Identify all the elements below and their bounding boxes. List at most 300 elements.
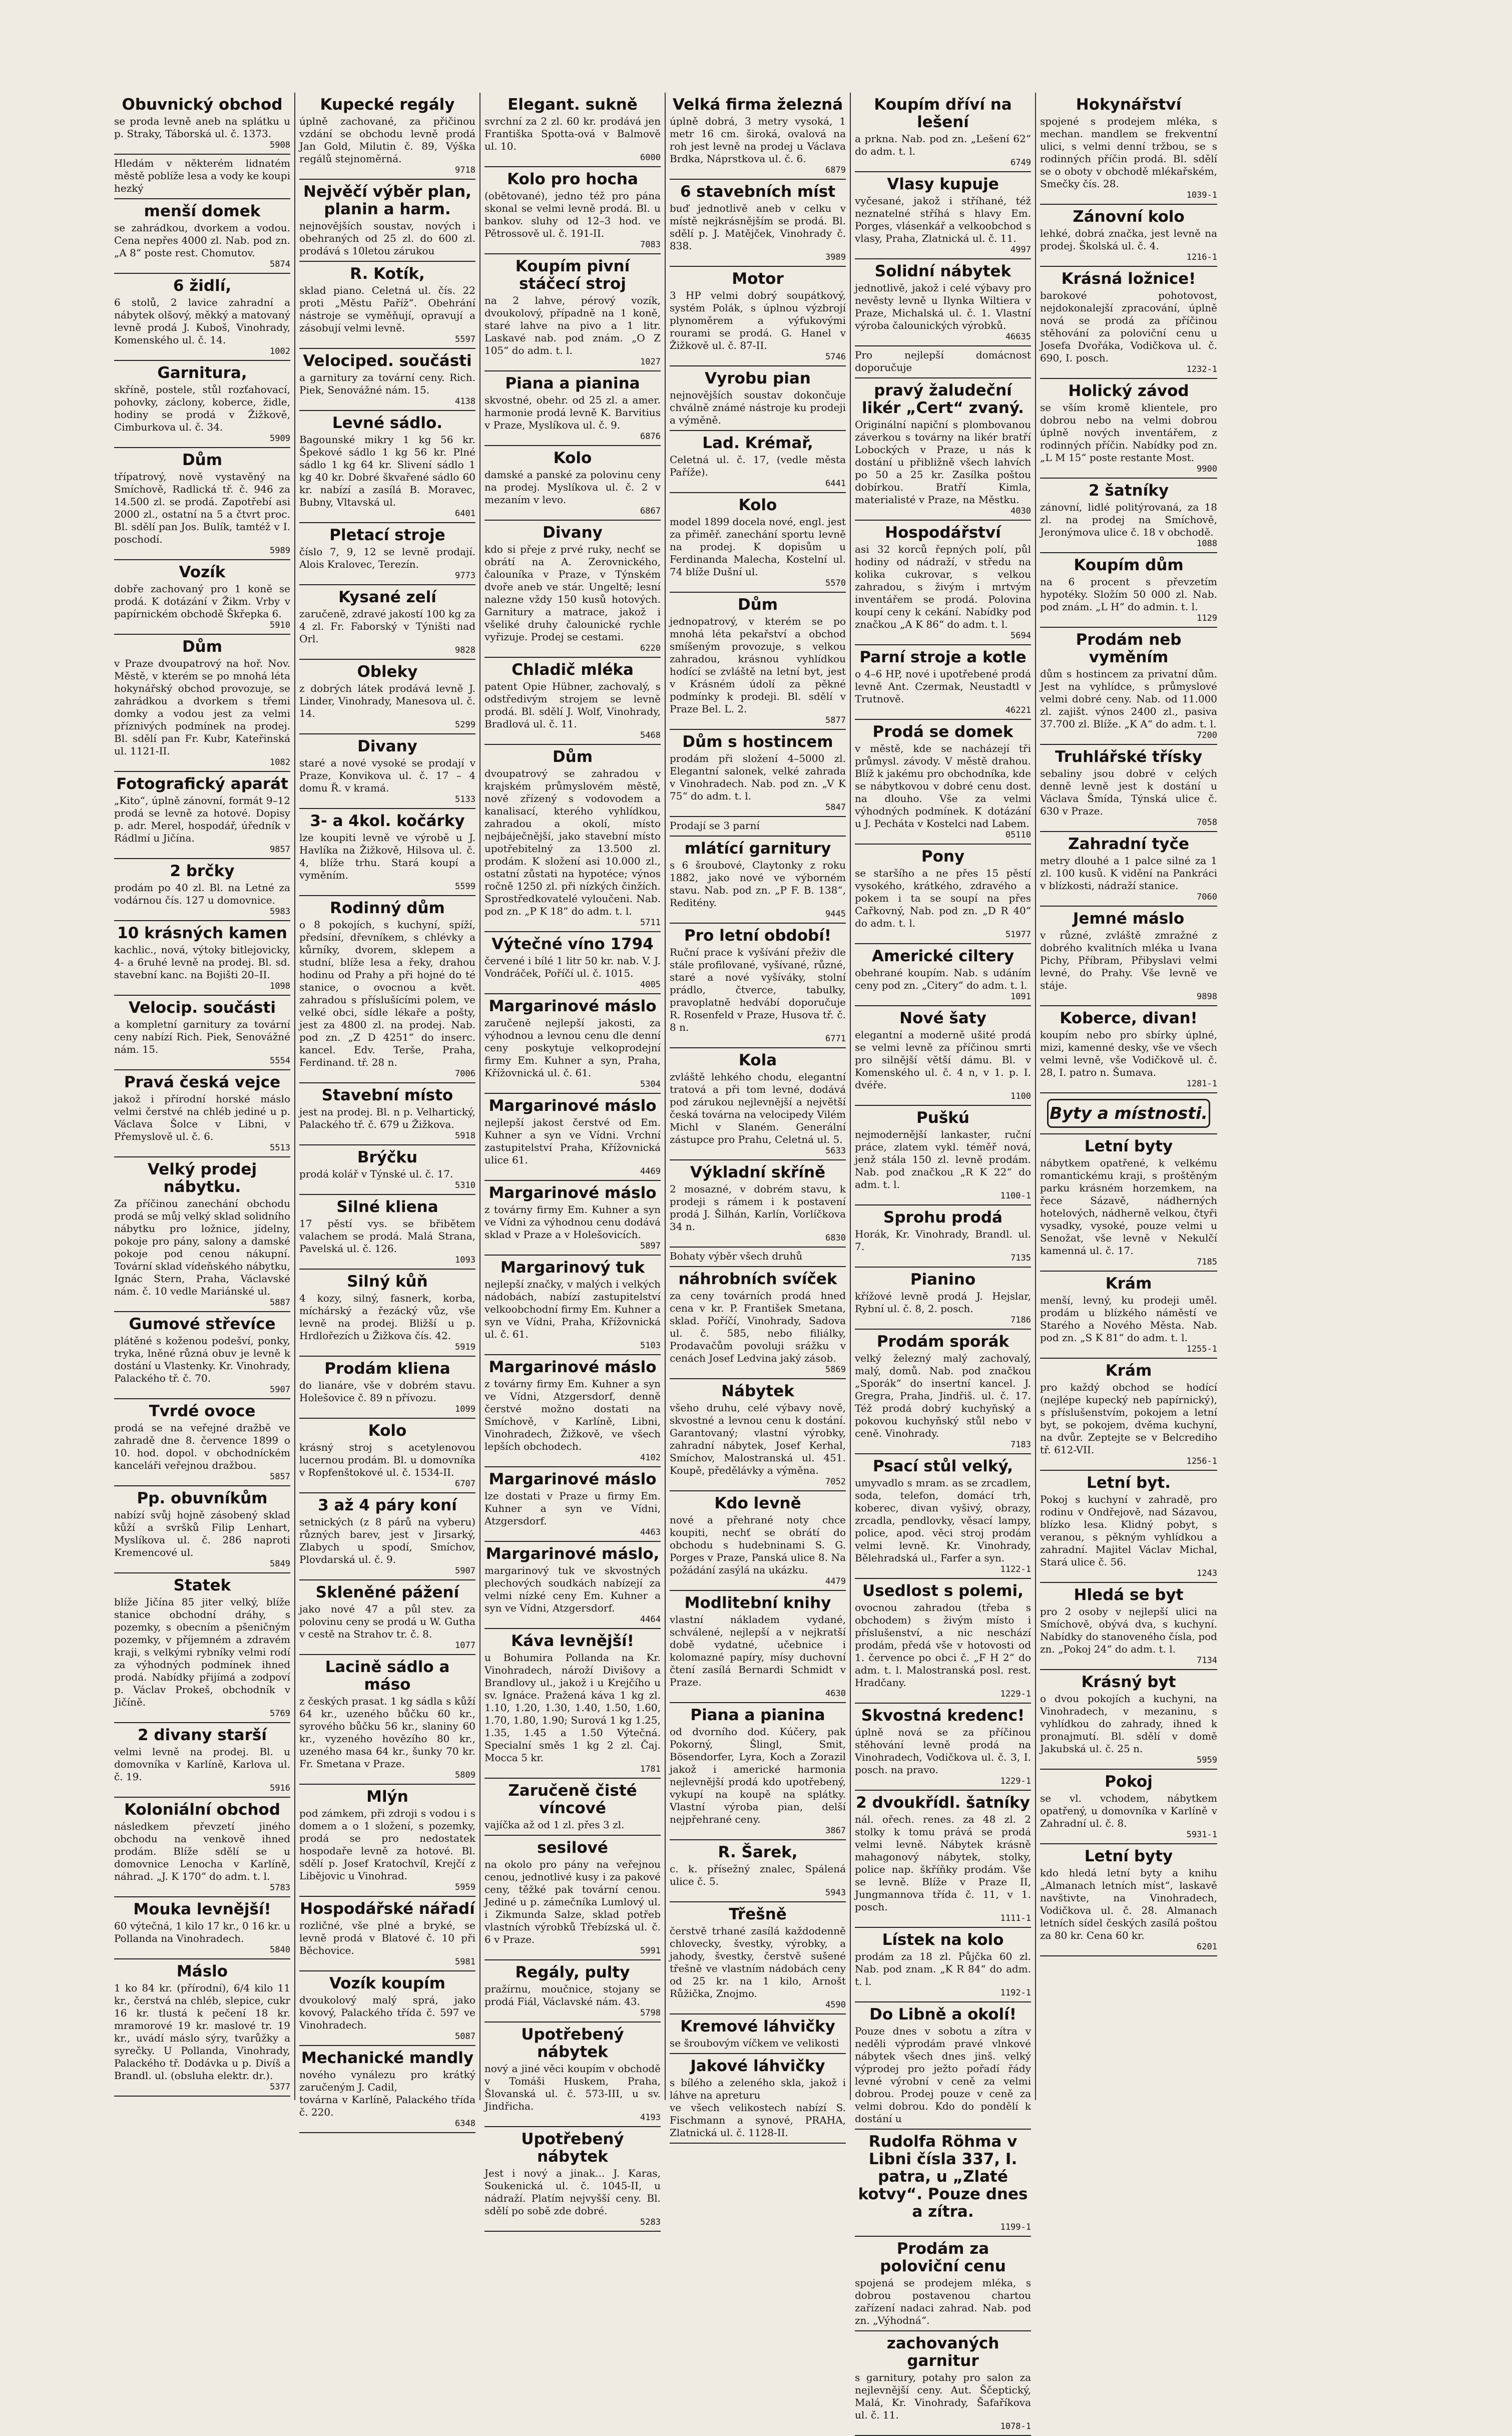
classified-ad	[1040, 1670, 1217, 1770]
ad-reference-number: 1039-1	[1186, 190, 1217, 200]
ad-reference-number: 5599	[455, 882, 475, 892]
ad-body: za ceny továrních prodá hned cena v kr. P. František Smetana, sklad. Poříčí, Vinohrady, Sadova ul. č. 585, nebo filiálky, Prodavačům povoluji srážku v cenách Josef Ledvina jaký zásob.	[670, 1290, 846, 1364]
ad-headline: Holický závod	[1068, 382, 1189, 400]
classified-ad	[299, 660, 475, 734]
ad-headline: Dům	[552, 748, 593, 766]
ad-body: zánovní, lidlé politýrovaná, za 18 zl. na prodej na Smíchově, Jeronýmova ulice č. 18 v obchodě.	[1040, 501, 1217, 538]
classified-ad	[855, 1791, 1031, 1928]
ad-body: třípatrový, nově vystavěný na Smíchově, Radlická tř. č. 946 za 14.500 zl. se prodá. Zapotřebí asi 2000 zl., ostatní na 5 a čtvrt proc. Bl. sdělí pan Jos. Bulík, tamtéž v I. poschodí.	[114, 471, 290, 545]
ad-headline: Letní byt.	[1086, 1474, 1171, 1492]
classified-ad	[114, 274, 290, 361]
ad-headline: Divany	[543, 524, 603, 542]
classified-ad	[1040, 479, 1217, 553]
ad-headline: Koupím dříví na lešení	[874, 96, 1012, 131]
ad-headline: Výtečné víno 1794	[491, 935, 654, 953]
ad-body: všeho druhu, celé výbavy nově, skvostné a levnou cenu k dostání. Garantovaný; vlastní výrobky, zahradní nábytek, Josef Kerhal, Smíchov, Malostranská ul. 451. Koupě, předělávky a výměna.	[670, 1402, 846, 1476]
ad-reference-number: 7183	[1011, 1440, 1031, 1450]
ad-headline: Prodám za poloviční cenu	[880, 2240, 1006, 2275]
classified-ad	[670, 1703, 846, 1840]
ad-headline: Velociped. součásti	[303, 352, 472, 370]
ad-reference-number: 5983	[270, 907, 290, 917]
ad-body: z továrny firmy Em. Kuhner a syn ve Vídni, Atzgersdorf, denně čerstvé možno dostati na Smíchově, v Karlíně, Libni, Vinohradech, Žižkově, ve všech lepších obchodech.	[484, 1378, 661, 1452]
ad-headline: Jakové láhvičky	[690, 2057, 825, 2075]
classified-ad	[114, 1723, 290, 1798]
ad-body: asi 32 korců řepných polí, půl hodiny od nádraží, v středu na kolika cukrovar, s velkou zahradou, s živým i mrtvým inventářem se prodá. Polovina koupí ceny k cekání. Nabídky pod značkou „A K 86“ do adm. t. l.	[855, 543, 1031, 630]
ad-body: čerstvě trhané zasílá každodenně chlovecky, švestky, výrobky, a jahody, švestky, čerstvě sušené třešně ve vlastním nádobách ceny od 25 kr. na 1 kilo, Arnošt Růžička, Znojmo.	[670, 1925, 846, 1999]
ad-body: úplně zachované, za přičinou vzdání se obchodu levně prodá Jan Gold, Milutin č. 89, Výška regálů stejnoměrná.	[299, 115, 475, 165]
ad-body: obehrané koupím. Nab. s udáním ceny pod zn. „Citery“ do adm. t. l.	[855, 967, 1031, 991]
ad-headline: Sprohu prodá	[883, 1208, 1002, 1227]
ad-reference-number: 1099	[455, 1404, 475, 1414]
ad-reference-number: 5910	[270, 620, 290, 630]
classified-ad	[1040, 628, 1217, 745]
ad-headline: Dům	[737, 596, 778, 614]
ad-body: menší, levný, ku prodeji uměl. prodám u blízkého náměstí ve Starého a Nového Města. Nab. pod zn. „S K 81“ do adm. t. l.	[1040, 1294, 1217, 1344]
ad-body: prodám za 18 zl. Půjčka 60 zl. Nab. pod znam. „K R 84“ do adm. t. l.	[855, 1950, 1031, 1987]
classified-ad	[299, 809, 475, 896]
classified-ad	[670, 1160, 846, 1248]
ad-body: barokové pohotovost, nejdokonalejší zpracování, úplně nová se prodá za příčinou stěhování za poloviční cenu u Josefa Dvořáka, Vodičkova ul. č. 690, I. posch.	[1040, 289, 1217, 364]
ad-headline: Kupecké regály	[320, 96, 455, 114]
classified-ad	[670, 180, 846, 267]
ad-reference-number: 5310	[455, 1180, 475, 1190]
ad-reference-number: 9898	[1197, 992, 1217, 1002]
ad-headline: zachovaných garnitur	[886, 2334, 999, 2370]
ad-reference-number: 4102	[640, 1453, 661, 1463]
ad-body: spojené s prodejem mléka, s mechan. mandlem se frekventní ulici, s velmi denní tržbou, se s rodinných příčin prodá. Bl. sdělí se o oboty v obchodě mlékařském, Smečky čís. 28.	[1040, 115, 1217, 190]
ad-body: Za příčinou zanechání obchodu prodá se můj velký sklad solidního nábytku pro ložnice, jídelny, pokoje pro pány, salony a damské pokoje pod cenou nákupní. Tovární sklad vídeňského nábytku, Ignác Stern, Praha, Václavské nám. č. 10 vedle Mariánské ul.	[114, 1197, 290, 1297]
ad-body: sebaliny jsou dobré v celých denně levně jest k dostání u Václava Šmída, Týnská ulice č. 630 v Praze.	[1040, 767, 1217, 817]
classified-ad	[855, 845, 1031, 944]
ad-body: Horák, Kr. Vinohrady, Brandl. ul. 7.	[855, 1228, 1031, 1253]
classified-ad	[114, 1798, 290, 1897]
ad-reference-number: 9900	[1197, 464, 1217, 474]
ad-headline: Kolo	[553, 449, 592, 467]
classified-ad	[855, 645, 1031, 720]
ad-headline: R. Šarek,	[718, 1843, 798, 1861]
ad-headline: Zahradní tyče	[1068, 835, 1189, 853]
ad-reference-number: 1129	[1197, 613, 1217, 623]
ad-reference-number: 5746	[825, 352, 846, 362]
classified-ad	[299, 1655, 475, 1785]
ad-reference-number: 7006	[455, 1069, 475, 1079]
ad-reference-number: 5981	[455, 1957, 475, 1967]
ad-reference-number: 4590	[825, 2000, 846, 2010]
ad-headline: Solidní nábytek	[874, 262, 1012, 280]
ad-body: nové a přehrané noty chce koupiti, nechť se obrátí do obchodu s hudebninami S. G. Porges v Praze, Panská ulice 8. Na požádání zasýlá na ukázku.	[670, 1514, 846, 1576]
ad-reference-number: 5798	[640, 2008, 661, 2018]
ad-body: Hledám v některém lidnatém městě poblíže lesa a vody ke koupi hezký	[114, 157, 290, 194]
classified-ad	[484, 167, 661, 254]
classified-ad	[299, 1195, 475, 1270]
classified-ad	[114, 1157, 290, 1312]
ad-reference-number: 5769	[270, 1709, 290, 1719]
ad-body: o 8 pokojích, s kuchyní, spíží, předsíní, dřevníkem, s chlévky a kůrníky, dvorem, sklepem a studní, blíže lesa a řeky, drahou hodinu od Prahy a při hojné do té stanice, o ovocnou a květ. zahradou s příslušícími polem, ve velké obci, sídle lékaře a pošty, jest za 4800 zl. na prodej. Nab. pod zn. „Z D 4251“ do inserc. kancel. Edv. Terše, Praha, Ferdinand. tř. 28 n.	[299, 919, 475, 1068]
ad-headline: Krám	[1105, 1362, 1152, 1380]
classified-ad	[670, 1248, 846, 1267]
classified-ad	[299, 349, 475, 411]
ad-reference-number: 5554	[270, 1056, 290, 1066]
classified-ad	[855, 1106, 1031, 1205]
classified-ad	[670, 431, 846, 493]
ad-headline: Velký prodej nábytku.	[147, 1160, 257, 1196]
ad-headline: Káva levnější!	[511, 1632, 634, 1650]
ad-headline: Do Libně a okolí!	[869, 2005, 1017, 2023]
classified-ad	[855, 944, 1031, 1006]
classified-ad	[855, 93, 1031, 172]
ad-reference-number: 5897	[640, 1241, 661, 1251]
ad-body: prodám při složení 4–5000 zl. Elegantní salonek, velké zahrada v Vinohradech. Nab. pod zn. „V K 75“ do adm. t. l.	[670, 752, 846, 802]
classified-ad	[484, 446, 661, 521]
ad-body: lehké, dobrá značka, jest levně na prodej. Školská ul. č. 4.	[1040, 227, 1217, 252]
ad-body: rozličné, vše plné a bryké, se levně prodá v Blatové č. 10 při Běchovice.	[299, 1919, 475, 1956]
ad-reference-number: 5694	[1011, 631, 1031, 641]
classified-ad	[1040, 379, 1217, 479]
ad-headline: pravý žaludeční likér „Cert“ zvaný.	[862, 381, 1024, 417]
ad-headline: Levné sádlo.	[332, 414, 443, 432]
ad-reference-number: 1100	[1011, 1091, 1031, 1101]
ad-body: prodá se na veřejné dražbě ve zahradě dne 8. července 1899 o 10. hod. dopol. v obchodníckém kanceláři veřejnou dražbou.	[114, 1422, 290, 1471]
ad-headline: Mechanické mandly	[301, 2049, 474, 2067]
ad-reference-number: 6441	[825, 479, 846, 489]
ad-headline: Motor	[732, 270, 784, 288]
ad-body: na okolo pro pány na veřejnou cenou, jednotlivé kusy i za pakové ceny, těžké pak tovární cenou. Jediné u p. zámečníka Lumlový ul. i Zikmunda Salze, sklad potřeb vlastních výrobků Třebízská ul. č. 6 v Praze.	[484, 1858, 661, 1945]
classified-ad	[484, 371, 661, 446]
ad-reference-number: 6867	[640, 506, 661, 516]
classified-ad	[855, 2130, 1031, 2237]
ad-body: a garnitury za tovární ceny. Rich. Piek, Senovážné nám. 15.	[299, 371, 475, 396]
ad-body: v Praze dvoupatrový na hoř. Nov. Městě, v kterém se po mnohá léta hokynářský obchod provozuje, se zahrádkou a dvorkem s třemi domky a vodou jest za velmi příznivých podmínek na prodej. Bl. sdělí pan Fr. Kubr, Kateřinská ul. 1121-II.	[114, 657, 290, 757]
ad-headline: 3- a 4kol. kočárky	[310, 812, 465, 830]
classified-ad	[299, 262, 475, 349]
ad-body: nejlepší jakost čerstvé od Em. Kuhner a syn ve Vídni. Vrchní zastupitelství Praha, Křížovnická ulice 61.	[484, 1116, 661, 1166]
ad-body: z továrny firmy Em. Kuhner a syn ve Vídni za výhodnou cenu dodává sklad v Praze a v Holešovicích.	[484, 1203, 661, 1241]
ad-headline: Brýčku	[357, 1148, 418, 1166]
classified-ad	[670, 366, 846, 431]
ad-headline: Pro letní období!	[684, 927, 831, 945]
ad-reference-number: 4463	[640, 1527, 661, 1537]
classified-ad	[484, 1836, 661, 1960]
ad-body: z dobrých látek prodává levně J. Linder, Vinohrady, Manesova ul. č. 14.	[299, 682, 475, 719]
classified-ad	[484, 994, 661, 1094]
ad-body: jednopatrový, v kterém se po mnohá léta pekařství a obchod smíšeným provozuje, s velkou zahradou, krásnou vyhlídkou hodící se zvláště na letní byt, jest v Krásném údolí za pěkné podmínky k prodeji. Bl. sdělí v Praze Bel. L. 2.	[670, 615, 846, 715]
ad-body: na 6 procent s převzetím hypotéky. Složím 50 000 zl. Nab. pod znám. „L H“ do admin. t. l.	[1040, 576, 1217, 613]
column-6	[1036, 93, 1221, 2100]
ad-body: nejlepší značky, v malých i velkých nádobách, nabízí zastupitelství velkoobchodní firmy Em. Kuhner a syn ve Vídni, Praha, Křížovnická ul. č. 61.	[484, 1278, 661, 1340]
ad-headline: Rudolfa Röhma v Libni čísla 337, I. patra, u „Zlaté kotvy“. Pouze dnes a zítra.	[858, 2133, 1028, 2221]
ad-body: 60 výtečná, 1 kilo 17 kr., 0 16 kr. u Pollanda na Vinohradech.	[114, 1920, 290, 1944]
ad-headline: Lístek na kolo	[882, 1931, 1004, 1949]
ad-body: svrchní za 2 zl. 60 kr. prodává jen Františka Spotta-ová v Balmově ul. 10.	[484, 115, 661, 152]
ad-body: do lianáre, vše v dobrém stavu. Holešovice č. 89 n přívozu.	[299, 1379, 475, 1404]
ad-reference-number: 5597	[455, 334, 475, 344]
classified-ad	[299, 896, 475, 1083]
classified-ad	[855, 521, 1031, 645]
ad-headline: 2 dvoukřídl. šatníky	[856, 1794, 1030, 1812]
ad-body: kdo si přeje z prvé ruky, nechť se obrátí na A. Zerovnického, čalouníka v Praze, v Týnském dvoře aneb ve stár. Ungeltě; lesní nalezne vždy 150 kusů hotových. Garnitury a matrace, jakož i všeliké druhy čalounické rychle vyřizuje. Prodej se cestami.	[484, 543, 661, 643]
ad-headline: Nejvěčí výběr plan, planin a harm.	[303, 183, 471, 218]
ad-body: a kompletní garnitury za tovární ceny nabízí Rich. Piek, Senovážné nám. 15.	[114, 1018, 290, 1055]
ad-headline: Koloniální obchod	[124, 1801, 280, 1819]
classified-ad	[670, 593, 846, 730]
ad-reference-number: 9445	[825, 909, 846, 919]
ad-reference-number: 4030	[1011, 506, 1031, 516]
ad-headline: Pony	[921, 848, 965, 866]
classified-ad	[299, 1357, 475, 1419]
ad-headline: Gumové střevíce	[129, 1315, 276, 1333]
ad-headline: Psací stůl velký,	[872, 1457, 1014, 1475]
ad-body: Originální napiční s plombovanou záverkou s továrny na likér bratří Lobockých v Praze, u nás k dostání u přibližně všech lahvích po 50 a 25 kr. Zasílka poštou dobírkou. Bratří Kimla, materialisté v Praze, na Městku.	[855, 419, 1031, 506]
column-2	[295, 93, 480, 2129]
ad-body: nejnovějších soustav, nových i obehraných od 25 zl. do 600 zl. prodává s 10letou zárukou	[299, 220, 475, 257]
classified-ad	[670, 2014, 846, 2054]
ad-body: sklad piano. Celetná ul. čís. 22 proti „Městu Paříž“. Obehrání nástroje se vyměňují, opravují a zásobují velmi levně.	[299, 284, 475, 334]
ad-reference-number: 5959	[1197, 1755, 1217, 1765]
ad-headline: Prodá se domek	[872, 723, 1014, 741]
ad-body: v městě, kde se nacházejí tři průmysl. závody. V městě drahou. Blíž k jakému pro obchodníka, kde se nábytkovou v dobré cenu dost. na dlouho. Vše za velmi výhodných podmínek. K dotázání u J. Pecháta v Kostelci nad Labem.	[855, 742, 1031, 830]
classified-ad	[670, 1591, 846, 1703]
classified-ad	[114, 859, 290, 921]
classified-ad	[1040, 1134, 1217, 1272]
classified-ad	[484, 932, 661, 994]
ad-reference-number: 7186	[1011, 1315, 1031, 1325]
ad-reference-number: 1232-1	[1186, 364, 1217, 374]
ad-headline: Lacině sádlo a máso	[325, 1658, 450, 1694]
ad-reference-number: 9828	[455, 645, 475, 655]
ad-body: Ruční prace k vyšívání přeživ dle stále profilované, vyšívané, různé, staré a nové vyšíváky, stolní prádlo, čtverce, tabulky, pravoplatně hedvábí doporučuje R. Rosenfeld v Praze, Husova tř. č. 8 n.	[670, 946, 846, 1033]
ad-headline: mlátící garnitury	[684, 840, 831, 858]
ad-body: prodám po 40 zl. Bl. na Letné za vodárnou čís. 127 u domovnice.	[114, 882, 290, 906]
classified-ad	[855, 172, 1031, 259]
ad-reference-number: 5959	[455, 1882, 475, 1892]
ad-body: pražírnu, moučnice, stojany se prodá Fiál, Václavské nám. 43.	[484, 1983, 661, 2007]
classified-ad	[299, 1083, 475, 1145]
ad-headline: Hledá se byt	[1074, 1586, 1184, 1604]
classified-ad	[484, 2022, 661, 2127]
ad-body: „Kito“, úplně zánovní, formát 9–12 prodá se levně za hotové. Dopisy p. adr. Merel, hospodář, úředník v Rádlmí u Jičína.	[114, 794, 290, 844]
ad-body: c. k. přísežný znalec, Spálená ulice č. 5.	[670, 1863, 846, 1887]
ad-reference-number: 6707	[455, 1479, 475, 1489]
ad-body: krásný stroj s acetylenovou lucernou prodám. Bl. u domovníka v Ropfenštokové ul. č. 1534-II.	[299, 1441, 475, 1478]
ad-reference-number: 4464	[640, 1614, 661, 1625]
ad-reference-number: 5570	[825, 578, 846, 588]
ad-headline: Kolo	[738, 496, 777, 514]
classified-ad	[114, 772, 290, 859]
ad-reference-number: 1229-1	[1000, 1776, 1031, 1786]
ad-body: 4 kozy, silný, fasnerk, korba, míchárský a řezácký vůz, vše levně na prodej. Bližší u p. Hrdlořezích u Žižkova čís. 42.	[299, 1292, 475, 1342]
ad-body: model 1899 docela nové, engl. jest za přiměř. zanechání sportu levně na prodej. K dopisům u Ferdinanda Malecha, Kostelní ul. 74 blíže Dušní ul.	[670, 516, 846, 578]
ad-body-continued: ve všech velikostech nabízí S. Fischmann a synové, PRAHA, Zlatnická ul. č. 1128-II.	[670, 2102, 846, 2139]
ad-reference-number: 4997	[1011, 245, 1031, 255]
ad-body: nábytkem opatřené, k velkému romantickému kraji, s proštěným parku krásném horzemkem, na řece Sázavě, nádherných hotelových, nádherně velkou, čtyři vysadky, vysoké, pouze velmi u Senožat, vše levně v Nekulčí kamenná ul. č. 17.	[1040, 1157, 1217, 1257]
classified-ad	[855, 1268, 1031, 1330]
classified-columns	[110, 93, 1406, 2431]
ad-body: dům s hostincem za privatní dům. Jest na vyhlídce, s průmyslové velmi dobré ceny. Nab. od 11.000 zl. zajišt. výnos 2400 zl., pasiva 37.700 zl. Blíže. „K A“ do adm. t. l.	[1040, 668, 1217, 730]
ad-headline: náhrobních svíček	[678, 1270, 837, 1288]
classified-ad	[670, 1267, 846, 1379]
ad-body: zvláště lehkého chodu, elegantní tratová a při tom levné, dodává pod zárukou nejlevnější a největší česká továrna na velocipedy Vilém Michl v Slaném. Generální zástupce pro Prahu, Celetná ul. 5.	[670, 1071, 846, 1145]
ad-headline: 3 až 4 páry koní	[318, 1496, 457, 1514]
ad-reference-number: 46635	[1005, 332, 1031, 342]
ad-headline: Skleněné pážení	[315, 1583, 459, 1601]
ad-reference-number: 5133	[455, 794, 475, 804]
ad-body: o dvou pokojích a kuchyni, na Vinohradech, v mezaninu, s vyhlídkou do zahrady, ihned k pronajmutí. Bl. sdělí v domě Jakubská ul. č. 25 n.	[1040, 1693, 1217, 1755]
classified-ad	[1040, 1844, 1217, 1956]
ad-reference-number: 6879	[825, 165, 846, 175]
ad-body: blíže Jičína 85 jiter velký, blíže stanice obchodní dráhy, s pozemky, s obecním a pšeničným pozemky, v příjemném a zdravém kraji, s velkými rybníky velmi rodí za výhodných podmínek ihned prodá. Nabídky přijímá a zodpoví p. Václav Prokeš, obchodník v Jičíně.	[114, 1596, 290, 1708]
ad-reference-number: 7134	[1197, 1656, 1217, 1666]
ad-body: (obětované), jedno též pro pána skonal se velmi levně prodá. Bl. u bankov. sluhy od 12–3 hod. ve Pětrossově ul. č. 191-II.	[484, 190, 661, 239]
ad-headline: Nové šaty	[899, 1009, 986, 1027]
classified-ad	[114, 996, 290, 1070]
ad-body: kdo hledá letní byty a knihu „Almanach letních míst“, laskavě navštivte, na Vinohradech, Vodičkova ul. č. 28. Almanach letních sídel českých zasílá poštou za 80 kr. Cena 60 kr.	[1040, 1867, 1217, 1941]
ad-reference-number: 5916	[270, 1783, 290, 1793]
classified-ad	[299, 1270, 475, 1357]
ad-headline: Elegant. sukně	[508, 96, 638, 114]
ad-reference-number: 1002	[270, 346, 290, 356]
ad-reference-number: 1078-1	[1000, 2421, 1031, 2431]
ad-reference-number: 1027	[640, 357, 661, 367]
ad-body: nál. ořech. renes. za 48 zl. 2 stolky k tomu prává se prodá velmi levně. Nábytek krásně mahagonový nábytek, stolky, police nap. škříňky prodám. Vše se levně. Blíže v Praze II, Jungmannova třída č. 11, v 1. posch.	[855, 1813, 1031, 1913]
ad-reference-number: 5874	[270, 259, 290, 269]
classified-ad	[114, 1070, 290, 1157]
ad-body: s garnitury, potahy pro salon za nejlevnější ceny. Aut. Ščeptický, Malá, Kr. Vinohrady, Šafaříkova ul. č. 11.	[855, 2371, 1031, 2421]
ad-headline: Truhlářské třísky	[1055, 748, 1203, 766]
classified-ad	[484, 745, 661, 932]
ad-body: staré a nové vysoké se prodají v Praze, Konvikova ul. č. 17 – 4 domu Ř. v kramá.	[299, 757, 475, 794]
ad-body: velký železný malý zachovalý, malý, domů. Nab. pod značkou „Sporák“ do insertní kancel. J. Gregra, Praha, Jindřiš. ul. č. 17. Též prodá dobrý kuchyňský a pokovou kuchyňský stůl nebo v ceně. Vinohrady.	[855, 1352, 1031, 1439]
classified-ad	[670, 837, 846, 924]
classified-ad	[299, 2046, 475, 2133]
ad-body: číslo 7, 9, 12 se levně prodají. Alois Kralovec, Terezín.	[299, 546, 475, 570]
ad-headline: Dům s hostincem	[682, 733, 833, 751]
classified-ad	[484, 1467, 661, 1542]
ad-body: pro každý obchod se hodící (nejlépe kupecký neb papírnický), s příslušenstvím, pokojem a letní byt, se pokojem, dvěma kuchyní, na dvůr. Zeptejte se v Belcrediho tř. 612-VII.	[1040, 1381, 1217, 1456]
classified-ad	[299, 1971, 475, 2046]
ad-reference-number: 1229-1	[1000, 1689, 1031, 1699]
ad-reference-number: 46221	[1005, 705, 1031, 715]
ad-headline: Fotografický aparát	[116, 775, 288, 793]
ad-headline: R. Kotík,	[350, 265, 425, 283]
ad-headline: Silné kliena	[336, 1198, 438, 1216]
ad-body: zaručeně nejlepší jakosti, za výhodnou a levnou cenu dle denní ceny poskytuje velkoprodejní firmy Em. Kuhner a syn, Praha, Křížovnická ul. č. 61.	[484, 1017, 661, 1079]
ad-reference-number: 4138	[455, 396, 475, 407]
ad-reference-number: 9857	[270, 845, 290, 855]
ad-body: elegantní a moderně ušité prodá se velmi levně za příčinou smrti pro silnější větší dámu. Bl. v Komenského ul. č. 4 n, v 1. p. I. dvéře.	[855, 1029, 1031, 1091]
ad-reference-number: 5909	[270, 434, 290, 444]
column-5	[851, 93, 1036, 2431]
column-3	[480, 93, 666, 2227]
ad-reference-number: 5989	[270, 546, 290, 556]
ad-reference-number: 5513	[270, 1143, 290, 1153]
ad-headline: Margarinové máslo,	[485, 1545, 660, 1563]
ad-reference-number: 6830	[825, 1233, 846, 1243]
ad-body: Prodají se 3 parní	[670, 820, 760, 832]
ad-headline: Mouka levnější!	[133, 1900, 271, 1918]
classified-ad	[299, 523, 475, 585]
ad-body: úplně dobrá, 3 metry vysoká, 1 metr 16 cm. široká, ovalová na roh jest levně na prodej u Václava Brdka, Náprstkova ul. č. 6.	[670, 115, 846, 165]
ad-body: nabízí svůj hojně zásobený sklad kůží a svršků Filip Lenhart, Myslíkova ul. č. 286 naproti Kremencové ul.	[114, 1509, 290, 1558]
ad-body: se zahrádkou, dvorkem a vodou. Cena nepřes 4000 zl. Nab. pod zn. „A 8“ poste rest. Chomutov.	[114, 222, 290, 259]
ad-headline: Letní byty	[1084, 1137, 1173, 1155]
classified-ad	[484, 521, 661, 658]
ad-body: buď jednotlivě aneb v celku v místě nejkrásnějším se prodá. Bl. sdělí p. J. Matějček, Vinohrady č. 838.	[670, 202, 846, 252]
classified-ad	[855, 1454, 1031, 1579]
ad-reference-number: 5377	[270, 2082, 290, 2092]
ad-reference-number: 1199-1	[1000, 2222, 1031, 2232]
ad-reference-number: 6876	[640, 432, 661, 442]
classified-ad	[1040, 1359, 1217, 1471]
ad-headline: Margarinové máslo	[488, 1358, 657, 1376]
ad-headline: Regály, pulty	[515, 1963, 630, 1981]
ad-reference-number: 6220	[640, 643, 661, 653]
ad-headline: Hospodářské nářadí	[300, 1900, 475, 1918]
ad-reference-number: 1122-1	[1000, 1564, 1031, 1574]
ad-headline: Garnitura,	[157, 364, 247, 382]
ad-body: 17 pěstí vys. se břibětem valachem se prodá. Malá Strana, Pavelská ul. č. 126.	[299, 1217, 475, 1255]
ad-reference-number: 1781	[640, 1764, 661, 1774]
ad-headline: 2 brčky	[170, 862, 235, 880]
ad-headline: Pp. obuvníkům	[137, 1489, 268, 1507]
classified-ad	[114, 1573, 290, 1723]
ad-body: 2 mosazné, v dobrém stavu, k prodeji s rámem i k postavení prodá J. Šilhán, Karlín, Vorlíčkova 34 n.	[670, 1183, 846, 1233]
classified-ad	[670, 817, 846, 837]
ad-headline: Tvrdé ovoce	[149, 1402, 256, 1420]
ad-reference-number: 5919	[455, 1342, 475, 1352]
ad-headline: Zaručeně čisté víncové	[508, 1782, 637, 1817]
ad-reference-number: 5991	[640, 1946, 661, 1956]
ad-headline: Krásný byt	[1081, 1673, 1176, 1691]
ad-headline: Krám	[1105, 1275, 1152, 1293]
ad-headline: Koberce, divan!	[1060, 1009, 1198, 1027]
ad-reference-number: 51977	[1005, 930, 1031, 940]
classified-ad	[299, 1493, 475, 1580]
ad-body: nový a jiné věci koupím v obchodě v Tomáši Huskem, Praha, Šlovanská ul. č. 573-III, u sv. Jindřicha.	[484, 2063, 661, 2112]
ad-reference-number: 1093	[455, 1255, 475, 1265]
ad-reference-number: 5907	[455, 1566, 475, 1576]
ad-body: na 2 lahve, pérový vozík, dvoukolový, případně na 1 koně, staré lahve na pivo a 1 litr. Laskavé nab. pod znám. „O Z 105“ do adm. t. l.	[484, 294, 661, 356]
ad-reference-number: 4193	[640, 2113, 661, 2123]
ad-reference-number: 7083	[640, 240, 661, 250]
ad-reference-number: 05110	[1005, 830, 1031, 840]
ad-body: pod zámkem, při zdroji s vodou i s domem a o 1 složení, s pozemky, prodá se pro nedostatek hospodaře levně za hotové. Bl. sdělí p. Josef Kratochvíl, Krejčí z Libějovic u Vinohrad.	[299, 1807, 475, 1882]
ad-headline: sesilové	[537, 1839, 608, 1857]
ad-body: prodá kolář v Týnské ul. č. 17.	[299, 1168, 453, 1180]
classified-ad	[484, 1256, 661, 1355]
ad-reference-number: 1100-1	[1000, 1191, 1031, 1201]
ad-body: Pro nejlepší domácnost doporučuje	[855, 349, 1031, 373]
ad-reference-number: 5103	[640, 1341, 661, 1351]
ad-reference-number: 5840	[270, 1945, 290, 1955]
ad-reference-number: 1255-1	[1186, 1344, 1217, 1354]
ad-headline: Krásná ložnice!	[1061, 270, 1196, 288]
ad-reference-number: 5907	[270, 1385, 290, 1395]
ad-headline: Prodám kliena	[324, 1360, 450, 1378]
ad-headline: Americké ciltery	[871, 947, 1015, 965]
classified-ad	[855, 720, 1031, 845]
ad-headline: Dům	[182, 451, 223, 469]
ad-reference-number: 4630	[825, 1689, 846, 1699]
ad-body: lze dostati v Praze u firmy Em. Kuhner a syn ve Vídni, Atzgersdorf.	[484, 1490, 661, 1527]
ad-body: nejmodernější lankaster, ruční práce, zlatem vykl. téměř nová, jenž stála 150 zl. levně prodám. Nab. pod značkou „R K 22“ do adm. t. l.	[855, 1128, 1031, 1190]
ad-body: následkem převzetí jiného obchodu na venkově ihned prodám. Blíže sdělí se u domovnice Lenocha v Karlíně, náhrad. „J. K 170“ do adm. t. l.	[114, 1820, 290, 1882]
classified-ad	[1040, 553, 1217, 628]
ad-reference-number: 1088	[1197, 539, 1217, 549]
ad-reference-number: 5887	[270, 1298, 290, 1308]
ad-headline: Margarinové máslo	[488, 1097, 657, 1115]
ad-reference-number: 1111-1	[1000, 1913, 1031, 1923]
ad-reference-number: 5304	[640, 1079, 661, 1089]
